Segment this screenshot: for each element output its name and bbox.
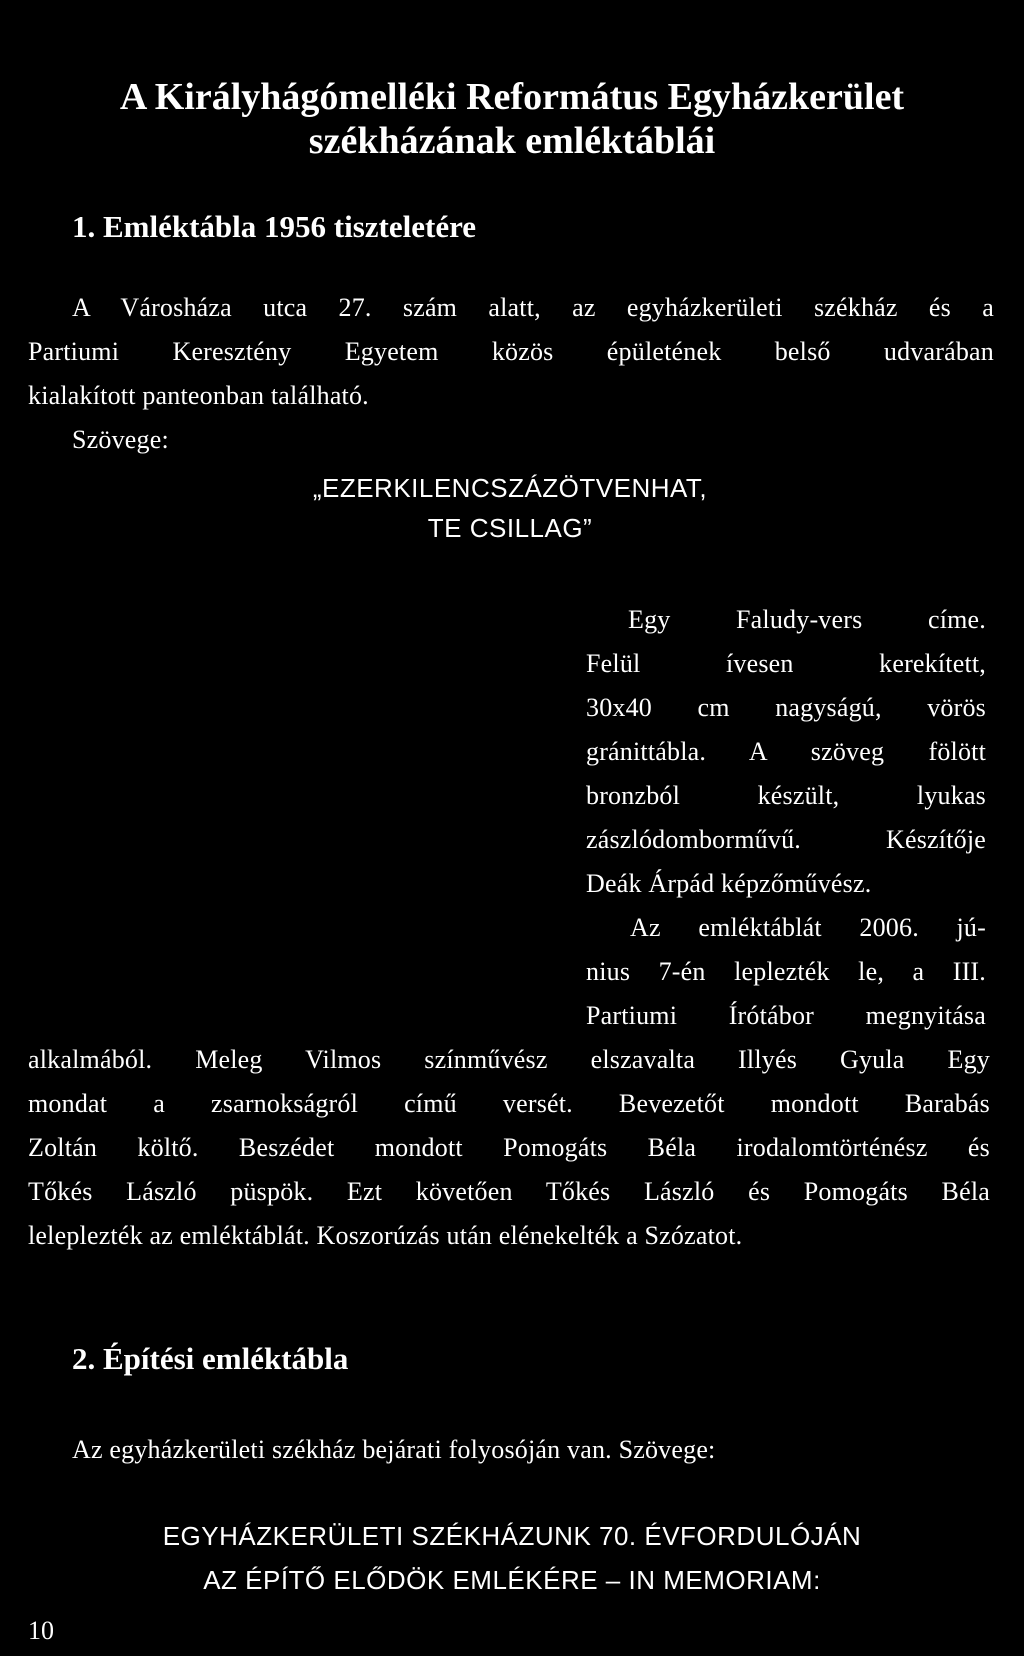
section-1-text-label: Szövege: — [72, 425, 169, 454]
section-2-inscription-line-2: AZ ÉPÍTŐ ELŐDÖK EMLÉKÉRE – IN MEMORIAM: — [203, 1565, 821, 1595]
section-1-description-line-2: Felül ívesen kerekített, — [586, 649, 986, 678]
section-1-description-line-1: Egy Faludy-vers címe. — [628, 605, 986, 634]
section-1-description-line-6: zászlódomborművű. Készítője — [586, 825, 986, 854]
section-1-intro-line-1: A Városháza utca 27. szám alatt, az egyházkerületi székház és a — [72, 293, 994, 322]
section-1-description-line-7: Deák Árpád képzőművész. — [586, 869, 872, 898]
section-1-continuation-line-4: Tőkés László püspök. Ezt követően Tőkés László és Pomogáts Béla — [28, 1177, 990, 1206]
section-1-continuation-line-3: Zoltán költő. Beszédet mondott Pomogáts Béla irodalomtörténész és — [28, 1133, 990, 1162]
section-1-intro-line-2: Partiumi Keresztény Egyetem közös épületének belső udvarában — [28, 337, 994, 366]
document-title-line-2: székházának emléktáblái — [308, 120, 716, 162]
document-title-line-1: A Királyhágómelléki Református Egyházkerület — [119, 76, 905, 118]
section-2-intro: Az egyházkerületi székház bejárati folyosóján van. Szövege: — [72, 1435, 716, 1464]
section-1-continuation-line-1: alkalmából. Meleg Vilmos színművész elszavalta Illyés Gyula Egy — [28, 1045, 990, 1074]
section-1-description-line-10: Partiumi Írótábor megnyitása — [586, 1001, 986, 1030]
section-1-inscription-line-2: TE CSILLAG” — [427, 513, 593, 543]
page-number: 10 — [28, 1616, 54, 1645]
section-1-description-line-3: 30x40 cm nagyságú, vörös — [586, 693, 986, 722]
section-1-description-line-9: nius 7-én leplezték le, a III. — [586, 957, 986, 986]
section-2-heading: 2. Építési emléktábla — [72, 1341, 349, 1376]
section-1-intro-line-3: kialakított panteonban található. — [28, 381, 369, 410]
section-1-continuation-line-2: mondat a zsarnokságról című versét. Bevezetőt mondott Barabás — [28, 1089, 990, 1118]
section-1-continuation-line-5: leleplezték az emléktáblát. Koszorúzás után elénekelték a Szózatot. — [28, 1221, 743, 1250]
section-1-description-line-4: gránittábla. A szöveg fölött — [586, 737, 986, 766]
section-1-inscription-line-1: „EZERKILENCSZÁZÖTVENHAT, — [312, 473, 708, 503]
section-2-inscription-line-1: EGYHÁZKERÜLETI SZÉKHÁZUNK 70. ÉVFORDULÓJÁN — [162, 1521, 862, 1551]
section-1-description-line-8: Az emléktáblát 2006. jú- — [630, 913, 986, 942]
section-1-heading: 1. Emléktábla 1956 tiszteletére — [72, 209, 477, 244]
section-1-description-line-5: bronzból készült, lyukas — [586, 781, 986, 810]
